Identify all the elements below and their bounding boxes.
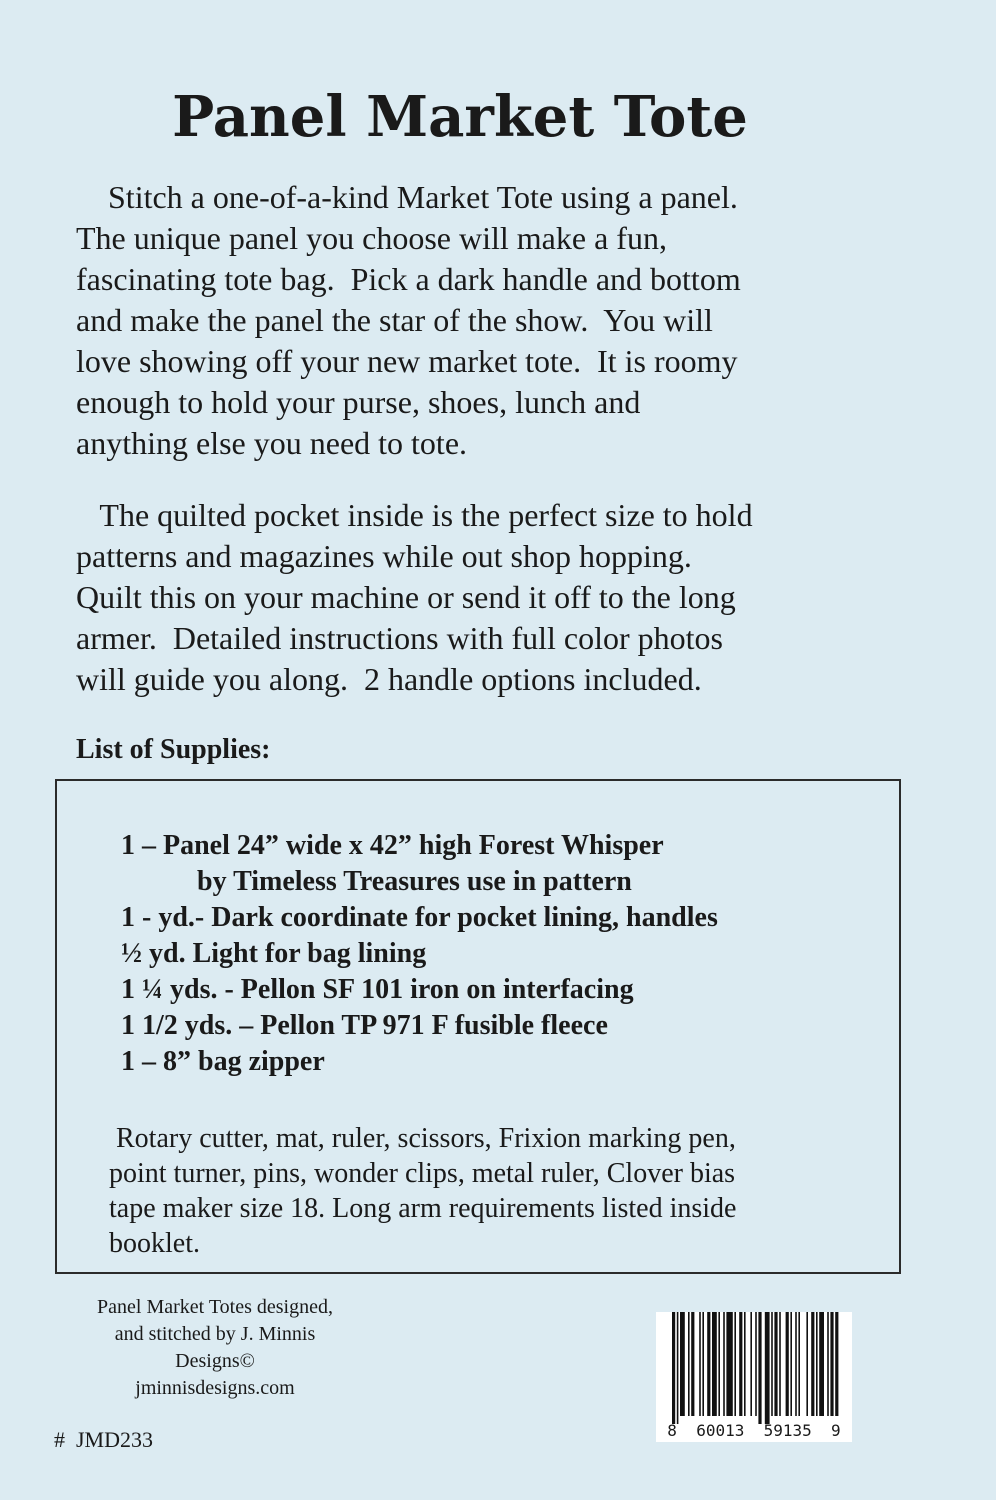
supply-item: 1 - yd.- Dark coordinate for pocket lining, handles: [121, 902, 718, 933]
barcode-bar: [786, 1312, 789, 1416]
barcode-bar: [739, 1312, 742, 1416]
tools-note: [109, 1121, 899, 1261]
pattern-title: Panel Market Tote: [172, 84, 748, 150]
barcode-bar: [765, 1312, 770, 1424]
supply-item: 1 1/2 yds. – Pellon TP 971 F fusible fleece: [121, 1010, 608, 1041]
credit-line: and stitched by J. Minnis: [114, 1323, 316, 1345]
barcode-bar: [779, 1312, 781, 1416]
tools-line: booklet.: [109, 1228, 200, 1259]
supply-item: ½ yd. Light for bag lining: [121, 938, 427, 969]
intro-line: Stitch a one-of-a-kind Market Tote using a panel.: [76, 179, 738, 215]
intro-line: anything else you need to tote.: [76, 425, 468, 461]
supplies-heading: List of Supplies:: [76, 734, 271, 765]
supply-item: 1 – Panel 24” wide x 42” high Forest Whisper: [121, 830, 664, 861]
detail-line: patterns and magazines while out shop hopping.: [76, 538, 692, 574]
barcode-bar: [718, 1312, 720, 1416]
barcode-bar: [712, 1312, 717, 1416]
barcode-bar: [835, 1312, 838, 1416]
barcode-bar: [688, 1312, 690, 1416]
barcode-bars: [656, 1312, 852, 1424]
detail-line: The quilted pocket inside is the perfect size to hold: [76, 497, 753, 533]
tools-line: Rotary cutter, mat, ruler, scissors, Frixion marking pen,: [109, 1123, 736, 1154]
barcode-bar: [750, 1312, 752, 1416]
barcode-bar: [691, 1312, 694, 1416]
website-text: jminnisdesigns.com: [135, 1377, 295, 1399]
detail-line: armer. Detailed instructions with full color photos: [76, 620, 723, 656]
credit-line: Designs©: [175, 1350, 255, 1372]
designer-credit: [60, 1294, 370, 1402]
barcode-bar: [774, 1312, 777, 1416]
barcode-digits: 8 60013 59135 9: [667, 1421, 841, 1440]
supply-item: 1 – 8” bag zipper: [121, 1046, 325, 1077]
tools-line: tape maker size 18. Long arm requirements listed inside: [109, 1193, 737, 1224]
barcode-bar: [707, 1312, 710, 1416]
barcode-bar: [816, 1312, 818, 1416]
barcode-bar: [734, 1312, 736, 1416]
barcode-bar: [702, 1312, 704, 1416]
barcode: [656, 1312, 852, 1442]
supply-list: [121, 828, 718, 1080]
intro-line: love showing off your new market tote. It is roomy: [76, 343, 738, 379]
sku-number: # JMD233: [54, 1427, 154, 1452]
barcode-bar: [771, 1312, 773, 1416]
intro-line: enough to hold your purse, shoes, lunch and: [76, 384, 641, 420]
barcode-bar: [819, 1312, 824, 1416]
intro-line: fascinating tote bag. Pick a dark handle and bottom: [76, 261, 741, 297]
barcode-bar: [827, 1312, 829, 1416]
detail-paragraph: [76, 495, 956, 700]
supply-item: 1 ¼ yds. - Pellon SF 101 iron on interfacing: [121, 974, 634, 1005]
barcode-bar: [795, 1312, 797, 1416]
barcode-bar: [798, 1312, 800, 1416]
barcode-bar: [744, 1312, 746, 1416]
barcode-bar: [672, 1312, 675, 1424]
barcode-bar: [726, 1312, 732, 1416]
intro-line: The unique panel you choose will make a fun,: [76, 220, 667, 256]
supplies-box: [55, 779, 901, 1274]
barcode-bar: [758, 1312, 761, 1424]
barcode-bar: [755, 1312, 757, 1416]
tools-line: point turner, pins, wonder clips, metal ruler, Clover bias: [109, 1158, 736, 1189]
intro-paragraph: [76, 177, 956, 464]
intro-line: and make the panel the star of the show. You will: [76, 302, 713, 338]
barcode-bar: [806, 1312, 808, 1416]
detail-line: will guide you along. 2 handle options included.: [76, 661, 702, 697]
detail-line: Quilt this on your machine or send it off to the long: [76, 579, 736, 615]
barcode-bar: [830, 1312, 833, 1416]
barcode-bar: [699, 1312, 701, 1416]
barcode-bar: [677, 1312, 679, 1424]
credit-line: Panel Market Totes designed,: [97, 1296, 333, 1318]
barcode-bar: [790, 1312, 792, 1416]
barcode-bar: [811, 1312, 814, 1416]
barcode-bar: [723, 1312, 725, 1416]
barcode-bar: [680, 1312, 685, 1416]
supply-item-continued: by Timeless Treasures use in pattern: [197, 866, 632, 897]
